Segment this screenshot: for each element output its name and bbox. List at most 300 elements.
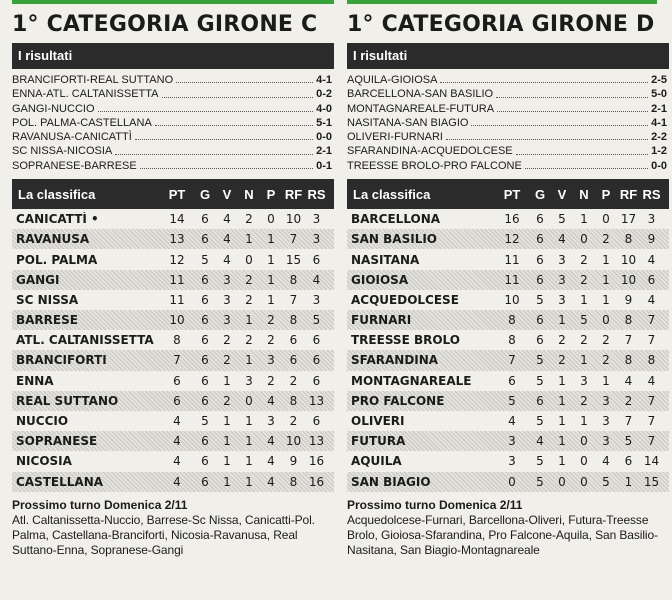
girone-c-result-row [12, 159, 334, 173]
stat-p: 1 [602, 252, 610, 267]
result-match: BRANCIFORTI-REAL SUTTANO [12, 74, 174, 86]
stat-n: 1 [245, 474, 253, 489]
stat-rs: 6 [312, 333, 321, 348]
stat-g: 6 [201, 212, 209, 227]
girone-c-result-row [12, 130, 334, 144]
standings-row [347, 209, 669, 229]
stat-rs: 3 [312, 212, 321, 227]
stat-g: 6 [201, 353, 209, 368]
girone-c-standings-title: La classifica [18, 186, 96, 202]
result-leader-dots [516, 144, 648, 154]
stat-rs: 15 [643, 474, 660, 489]
stat-g: 5 [536, 373, 544, 388]
girone-d-result-row [347, 159, 669, 173]
stat-g: 6 [201, 333, 209, 348]
stat-n: 0 [245, 393, 253, 408]
standings-row [347, 472, 669, 492]
team-name: BARRESE [16, 313, 78, 328]
stat-g: 5 [536, 414, 544, 429]
column-header-pt: PT [503, 186, 521, 202]
stat-n: 2 [580, 272, 588, 287]
stat-p: 2 [267, 333, 275, 348]
stat-rf: 6 [624, 454, 633, 469]
girone-d-result-row [347, 73, 669, 87]
team-name: ENNA [16, 373, 54, 388]
stat-rf: 8 [289, 313, 298, 328]
result-leader-dots [162, 87, 314, 97]
stat-pt: 10 [504, 292, 520, 307]
girone-d-results-list [347, 73, 669, 173]
team-name: CANICATTÌ • [16, 212, 99, 227]
stat-rs: 4 [647, 292, 656, 307]
stat-p: 3 [602, 434, 610, 449]
stat-pt: 11 [169, 292, 185, 307]
stat-rf: 2 [289, 373, 298, 388]
result-leader-dots [155, 116, 313, 126]
stat-pt: 12 [504, 232, 520, 247]
team-name: SFARANDINA [351, 353, 439, 368]
stat-n: 1 [245, 454, 253, 469]
column-header-rf: RF [619, 186, 638, 202]
result-score: 4-1 [651, 116, 667, 129]
stat-p: 4 [267, 434, 275, 449]
stat-rf: 1 [624, 474, 633, 489]
stat-rf: 9 [289, 454, 298, 469]
column-header-rs: RS [307, 186, 326, 202]
girone-d-result-row [347, 116, 669, 130]
girone-c-section [12, 0, 334, 558]
stat-n: 0 [580, 434, 588, 449]
result-match: SFARANDINA-ACQUEDOLCESE [347, 145, 513, 158]
stat-v: 4 [223, 212, 231, 227]
stat-n: 1 [245, 232, 253, 247]
girone-d-section [347, 0, 669, 558]
column-header-g: G [534, 186, 546, 202]
stat-g: 6 [201, 373, 209, 388]
stat-pt: 4 [173, 414, 181, 429]
stat-g: 6 [201, 434, 209, 449]
stat-rs: 9 [647, 232, 656, 247]
stat-v: 1 [558, 373, 566, 388]
stat-pt: 6 [173, 373, 181, 388]
stat-v: 2 [223, 353, 231, 368]
stat-rf: 5 [624, 434, 633, 449]
stat-rs: 6 [312, 252, 321, 267]
standings-row [12, 330, 334, 350]
stat-rf: 7 [624, 414, 633, 429]
team-name: NUCCIO [16, 414, 69, 429]
stat-pt: 11 [169, 272, 185, 287]
standings-row [12, 431, 334, 451]
stat-rf: 7 [289, 232, 298, 247]
stat-v: 3 [558, 292, 566, 307]
team-name: SOPRANESE [16, 434, 98, 449]
stat-pt: 3 [508, 454, 516, 469]
stat-rs: 8 [647, 353, 656, 368]
column-header-rs: RS [642, 186, 661, 202]
girone-c-results-list [12, 73, 334, 173]
stat-p: 2 [267, 373, 275, 388]
standings-row [12, 371, 334, 391]
standings-row [12, 209, 334, 229]
stat-pt: 8 [173, 333, 181, 348]
girone-d-standings-title: La classifica [353, 186, 431, 202]
result-match: GANGI-NUCCIO [12, 102, 95, 115]
standings-row [347, 249, 669, 269]
stat-v: 3 [223, 313, 231, 328]
team-name: PRO FALCONE [351, 393, 445, 408]
stat-p: 1 [267, 232, 275, 247]
stat-rf: 8 [624, 232, 633, 247]
stat-p: 3 [602, 393, 610, 408]
team-name: ATL. CALTANISSETTA [16, 333, 154, 348]
standings-row [347, 411, 669, 431]
stat-v: 1 [223, 454, 231, 469]
stat-rf: 8 [624, 313, 633, 328]
stat-g: 6 [536, 212, 544, 227]
column-header-v: V [557, 186, 567, 202]
girone-d-standings-table [347, 209, 669, 492]
stat-g: 6 [536, 333, 544, 348]
team-name: GIOIOSA [351, 272, 409, 287]
result-score: 2-2 [651, 131, 667, 144]
team-name: CASTELLANA [16, 474, 104, 489]
stat-g: 6 [536, 313, 544, 328]
stat-rs: 4 [647, 252, 656, 267]
column-header-pt: PT [168, 186, 186, 202]
stat-v: 5 [558, 212, 566, 227]
stat-v: 3 [558, 252, 566, 267]
stat-rs: 7 [647, 313, 656, 328]
stat-rs: 14 [643, 454, 660, 469]
stat-pt: 3 [508, 434, 516, 449]
stat-n: 0 [245, 252, 253, 267]
stat-n: 1 [580, 414, 588, 429]
result-match: POL. PALMA-CASTELLANA [12, 116, 152, 129]
stat-pt: 12 [169, 252, 185, 267]
stat-rf: 2 [289, 414, 298, 429]
standings-row [12, 451, 334, 471]
stat-n: 1 [245, 313, 253, 328]
stat-rf: 8 [624, 353, 633, 368]
result-score: 5-1 [316, 116, 332, 129]
standings-row [347, 451, 669, 471]
stat-p: 0 [602, 212, 610, 227]
stat-n: 3 [245, 373, 253, 388]
stat-rs: 6 [312, 373, 321, 388]
result-match: RAVANUSA-CANICATTÌ [12, 131, 132, 144]
standings-row [12, 391, 334, 411]
stat-n: 1 [245, 434, 253, 449]
standings-row [347, 290, 669, 310]
girone-d-result-row [347, 130, 669, 144]
stat-g: 6 [536, 393, 544, 408]
stat-p: 4 [267, 454, 275, 469]
stat-rf: 8 [289, 474, 298, 489]
stat-v: 4 [223, 232, 231, 247]
stat-pt: 7 [508, 353, 516, 368]
standings-row [12, 472, 334, 492]
stat-rf: 10 [620, 272, 637, 287]
stat-pt: 4 [508, 414, 516, 429]
column-header-g: G [199, 186, 211, 202]
team-name: RAVANUSA [16, 232, 90, 247]
stat-n: 5 [580, 313, 588, 328]
stat-rs: 7 [647, 393, 656, 408]
result-score: 2-1 [316, 145, 332, 158]
stat-v: 1 [558, 434, 566, 449]
stat-rf: 4 [624, 373, 633, 388]
result-score: 5-0 [651, 88, 667, 101]
result-leader-dots [497, 102, 648, 112]
stat-n: 2 [245, 333, 253, 348]
girone-c-next-round [12, 498, 334, 558]
girone-c-standings-table [12, 209, 334, 492]
standings-row [347, 330, 669, 350]
stat-g: 6 [201, 393, 209, 408]
stat-n: 0 [580, 474, 588, 489]
stat-n: 0 [580, 454, 588, 469]
stat-p: 1 [602, 292, 610, 307]
result-leader-dots [446, 130, 648, 140]
standings-row [347, 391, 669, 411]
stat-v: 4 [223, 252, 231, 267]
stat-rs: 3 [647, 212, 656, 227]
girone-c-results-header: I risultati [12, 43, 334, 69]
result-leader-dots [115, 144, 313, 154]
girone-d-results-header: I risultati [347, 43, 669, 69]
stat-rs: 4 [647, 373, 656, 388]
stat-p: 1 [602, 272, 610, 287]
result-leader-dots [496, 87, 648, 97]
stat-rf: 10 [285, 212, 302, 227]
girone-c-result-row [12, 73, 334, 87]
stat-pt: 6 [508, 373, 516, 388]
result-leader-dots [176, 73, 313, 83]
girone-d-result-row [347, 102, 669, 116]
stat-rf: 8 [289, 393, 298, 408]
stat-p: 1 [267, 292, 275, 307]
stat-g: 6 [201, 474, 209, 489]
girone-d-result-row [347, 87, 669, 101]
stat-rs: 3 [312, 292, 321, 307]
stat-rs: 13 [308, 434, 325, 449]
girone-c-title: 1° CATEGORIA GIRONE C [12, 12, 318, 37]
stat-g: 5 [536, 292, 544, 307]
standings-row [347, 229, 669, 249]
column-header-v: V [222, 186, 232, 202]
standings-row [347, 350, 669, 370]
stat-v: 1 [223, 474, 231, 489]
stat-rf: 10 [285, 434, 302, 449]
result-match: AQUILA-GIOIOSA [347, 74, 438, 86]
stat-pt: 5 [508, 393, 516, 408]
stat-p: 4 [602, 454, 610, 469]
stat-pt: 8 [508, 333, 516, 348]
stat-pt: 11 [504, 272, 520, 287]
stat-pt: 14 [169, 212, 185, 227]
stat-v: 1 [223, 434, 231, 449]
stat-n: 1 [245, 353, 253, 368]
stat-v: 4 [558, 232, 566, 247]
girone-c-next-round-matches: Atl. Caltanissetta-Nuccio, Barrese-Sc Nissa, Canicatti-Pol. Palma, Castellana-Branciforti, Nicosia-Ravanusa, Real Suttano-Enna, Sopranese-Gangi [12, 512, 315, 557]
team-name: NASITANA [351, 252, 420, 267]
result-match: ENNA-ATL. CALTANISSETTA [12, 88, 159, 101]
result-score: 2-1 [651, 102, 667, 115]
team-name: NICOSIA [16, 454, 72, 469]
stat-rs: 16 [308, 474, 325, 489]
stat-rf: 15 [285, 252, 302, 267]
result-leader-dots [135, 130, 313, 140]
stat-v: 1 [558, 393, 566, 408]
result-leader-dots [140, 159, 313, 169]
stat-g: 6 [201, 272, 209, 287]
standings-row [12, 249, 334, 269]
stat-v: 1 [558, 313, 566, 328]
column-header-n: N [244, 186, 254, 202]
stat-g: 5 [201, 414, 209, 429]
stat-n: 1 [580, 292, 588, 307]
stat-rs: 5 [312, 313, 321, 328]
stat-v: 0 [558, 474, 566, 489]
stat-g: 5 [201, 252, 209, 267]
stat-n: 1 [245, 414, 253, 429]
stat-n: 2 [245, 272, 253, 287]
stat-pt: 4 [173, 454, 181, 469]
girone-d-result-row [347, 144, 669, 158]
result-match: SC NISSA-NICOSIA [12, 145, 113, 158]
stat-p: 1 [267, 272, 275, 287]
team-name: FUTURA [351, 434, 406, 449]
team-name: MONTAGNAREALE [351, 373, 472, 388]
stat-v: 2 [558, 333, 566, 348]
stat-p: 3 [602, 414, 610, 429]
result-score: 0-0 [651, 159, 667, 172]
girone-c-result-row [12, 116, 334, 130]
team-name: TREESSE BROLO [351, 333, 460, 348]
stat-v: 2 [223, 393, 231, 408]
team-name: SAN BASILIO [351, 232, 438, 247]
girone-c-result-row [12, 144, 334, 158]
stat-rs: 4 [312, 272, 321, 287]
stat-pt: 7 [173, 353, 181, 368]
stat-p: 0 [267, 212, 275, 227]
girone-d-next-round-title: Prossimo turno Domenica 2/11 [347, 497, 523, 512]
stat-v: 1 [223, 373, 231, 388]
stat-p: 2 [602, 232, 610, 247]
stat-rf: 9 [624, 292, 633, 307]
stat-g: 6 [536, 232, 544, 247]
stat-n: 2 [245, 212, 253, 227]
standings-row [12, 229, 334, 249]
stat-g: 5 [536, 454, 544, 469]
girone-d-next-round-matches: Acquedolcese-Furnari, Barcellona-Oliveri, Futura-Treesse Brolo, Gioiosa-Sfarandina, Pro Falcone-Aquila, San Basilio-Nasitana, San Biagio-Montagnareale [347, 512, 658, 557]
standings-row [12, 411, 334, 431]
girone-c-standings-header [12, 179, 334, 209]
result-leader-dots [525, 159, 648, 169]
stat-rs: 6 [647, 272, 656, 287]
stat-p: 3 [267, 353, 275, 368]
stat-p: 0 [602, 313, 610, 328]
stat-p: 4 [267, 393, 275, 408]
standings-row [347, 371, 669, 391]
column-header-rf: RF [284, 186, 303, 202]
stat-rf: 2 [624, 393, 633, 408]
stat-rs: 7 [647, 333, 656, 348]
stat-n: 0 [580, 232, 588, 247]
stat-v: 1 [558, 454, 566, 469]
column-header-p: P [601, 186, 611, 202]
stat-rs: 3 [312, 232, 321, 247]
team-name: ACQUEDOLCESE [351, 292, 459, 307]
stat-g: 5 [536, 353, 544, 368]
stat-n: 2 [580, 393, 588, 408]
stat-rs: 7 [647, 434, 656, 449]
column-header-n: N [579, 186, 589, 202]
stat-rs: 13 [308, 393, 325, 408]
team-name: GANGI [16, 272, 60, 287]
stat-rf: 8 [289, 272, 298, 287]
stat-v: 2 [223, 333, 231, 348]
girone-d-title: 1° CATEGORIA GIRONE D [347, 12, 655, 37]
standings-row [12, 290, 334, 310]
team-name: FURNARI [351, 313, 412, 328]
standings-row [12, 270, 334, 290]
team-name: REAL SUTTANO [16, 393, 119, 408]
stat-pt: 4 [173, 434, 181, 449]
stat-n: 2 [580, 333, 588, 348]
result-match: BARCELLONA-SAN BASILIO [347, 88, 494, 101]
girone-c-result-row [12, 87, 334, 101]
team-name: BARCELLONA [351, 212, 441, 227]
result-score: 0-1 [316, 159, 332, 172]
result-leader-dots [440, 73, 648, 83]
stat-v: 3 [223, 292, 231, 307]
stat-p: 2 [602, 333, 610, 348]
stat-p: 5 [602, 474, 610, 489]
girone-c-next-round-title: Prossimo turno Domenica 2/11 [12, 497, 188, 512]
girone-d-next-round [347, 498, 669, 558]
stat-g: 6 [201, 292, 209, 307]
result-match: SOPRANESE-BARRESE [12, 159, 137, 172]
stat-v: 2 [558, 353, 566, 368]
girone-c-result-row [12, 102, 334, 116]
result-score: 0-0 [316, 131, 332, 144]
stat-pt: 6 [173, 393, 181, 408]
standings-row [12, 350, 334, 370]
stat-v: 3 [558, 272, 566, 287]
result-leader-dots [98, 102, 314, 112]
stat-rf: 10 [620, 252, 637, 267]
team-name: AQUILA [351, 454, 402, 469]
stat-pt: 13 [169, 232, 185, 247]
stat-rf: 7 [289, 292, 298, 307]
team-name: SC NISSA [16, 292, 79, 307]
stat-p: 3 [267, 414, 275, 429]
standings-row [347, 270, 669, 290]
stat-pt: 0 [508, 474, 516, 489]
result-score: 4-1 [316, 74, 332, 86]
result-score: 1-2 [651, 145, 667, 158]
team-name: SAN BIAGIO [351, 474, 431, 489]
stat-g: 6 [536, 252, 544, 267]
stat-n: 1 [580, 353, 588, 368]
stat-pt: 4 [173, 474, 181, 489]
result-match: OLIVERI-FURNARI [347, 131, 443, 144]
result-match: TREESSE BROLO-PRO FALCONE [347, 159, 522, 172]
result-match: MONTAGNAREALE-FUTURA [347, 102, 495, 115]
team-name: POL. PALMA [16, 252, 98, 267]
